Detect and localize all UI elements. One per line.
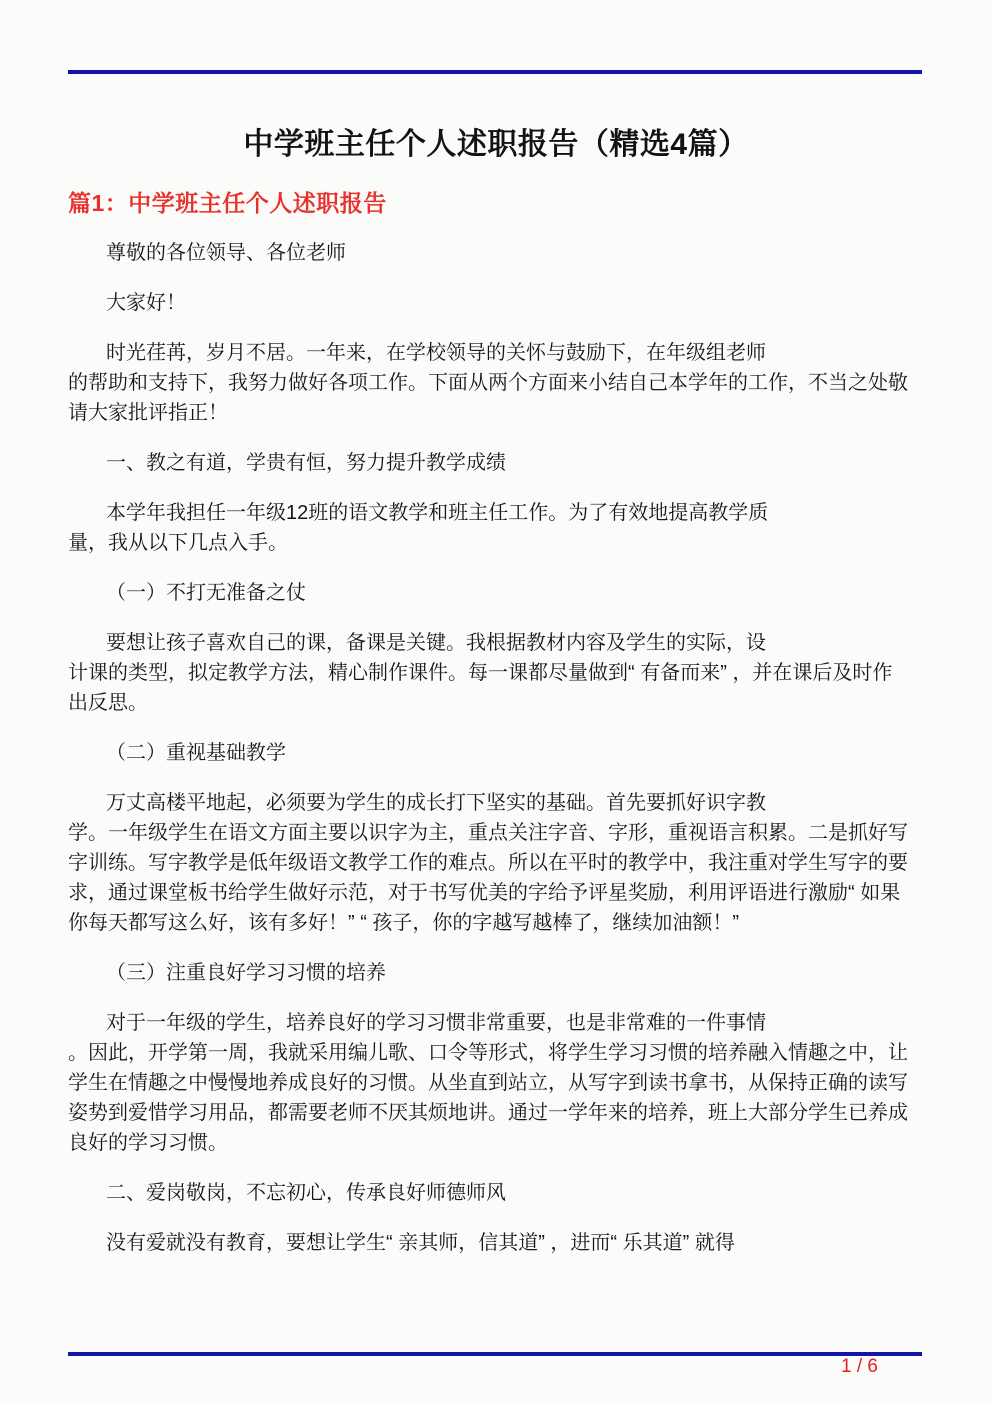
paragraph-line: 计课的类型，拟定教学方法，精心制作课件。每一课都尽量做到“ 有备而来” ，并在课后及时作	[68, 662, 893, 684]
paragraph-line: 良好的学习习惯。	[68, 1132, 228, 1154]
paragraph-line: 尊敬的各位领导、各位老师	[106, 242, 346, 264]
section-heading: 篇1：中学班主任个人述职报告	[68, 190, 387, 216]
paragraph-line: 求，通过课堂板书给学生做好示范，对于书写优美的字给予评星奖励，利用评语进行激励“ 如果	[68, 882, 901, 904]
paragraph	[68, 288, 930, 318]
paragraph	[68, 1228, 930, 1258]
paragraph-line: 对于一年级的学生，培养良好的学习习惯非常重要，也是非常难的一件事情	[106, 1012, 766, 1034]
paragraph	[68, 1008, 930, 1158]
paragraph-line: 一、教之有道，学贵有恒，努力提升教学成绩	[106, 452, 506, 474]
paragraph-line: 要想让孩子喜欢自己的课，备课是关键。我根据教材内容及学生的实际，设	[106, 632, 766, 654]
paragraph-line: 学。一年级学生在语文方面主要以识字为主，重点关注字音、字形，重视语言积累。二是抓好写	[68, 822, 908, 844]
paragraph-line: 量，我从以下几点入手。	[68, 532, 288, 554]
paragraph-line: 你每天都写这么好，该有多好！” “ 孩子，你的字越写越棒了，继续加油额！”	[68, 912, 740, 934]
paragraph	[68, 1178, 930, 1208]
paragraph	[68, 498, 930, 558]
paragraph-line: 姿势到爱惜学习用品，都需要老师不厌其烦地讲。通过一学年来的培养，班上大部分学生已养成	[68, 1102, 908, 1124]
paragraph-line: 字训练。写字教学是低年级语文教学工作的难点。所以在平时的教学中，我注重对学生写字的要	[68, 852, 908, 874]
paragraph-line: 的帮助和支持下，我努力做好各项工作。下面从两个方面来小结自己本学年的工作，不当之处敬	[68, 372, 908, 394]
paragraph	[68, 578, 930, 608]
paragraph-line: （一）不打无准备之仗	[106, 582, 306, 604]
paragraph-line: 。因此，开学第一周，我就采用编儿歌、口令等形式，将学生学习习惯的培养融入情趣之中，让	[68, 1042, 908, 1064]
paragraph	[68, 338, 930, 428]
paragraph	[68, 448, 930, 478]
paragraph-line: 二、爱岗敬岗，不忘初心，传承良好师德师风	[106, 1182, 506, 1204]
paragraph-line: 请大家批评指正！	[68, 402, 228, 424]
paragraph-line: 没有爱就没有教育，要想让学生“ 亲其师，信其道” ，进而“ 乐其道” 就得	[106, 1232, 735, 1254]
paragraph-line: 万丈高楼平地起，必须要为学生的成长打下坚实的基础。首先要抓好识字教	[106, 792, 766, 814]
document-title: 中学班主任个人述职报告（精选4篇）	[243, 128, 749, 161]
paragraph-line: 本学年我担任一年级12班的语文教学和班主任工作。为了有效地提高教学质	[106, 502, 769, 524]
paragraph	[68, 628, 930, 718]
paragraph-line: 时光荏苒，岁月不居。一年来，在学校领导的关怀与鼓励下，在年级组老师	[106, 342, 766, 364]
paragraph	[68, 238, 930, 268]
paragraph-line: 学生在情趣之中慢慢地养成良好的习惯。从坐直到站立，从写字到读书拿书，从保持正确的读写	[68, 1072, 908, 1094]
bottom-divider-rule	[68, 1352, 922, 1356]
paragraph-line: 大家好！	[106, 292, 186, 314]
paragraph	[68, 958, 930, 988]
paragraph-line: （三）注重良好学习习惯的培养	[106, 962, 386, 984]
paragraph	[68, 788, 930, 938]
top-divider-rule	[68, 70, 922, 74]
document-body	[68, 188, 930, 1278]
paragraphs-container	[68, 238, 930, 1258]
paragraph-line: 出反思。	[68, 692, 148, 714]
page-number: 1 / 6	[841, 1356, 878, 1377]
paragraph	[68, 738, 930, 768]
paragraph-line: （二）重视基础教学	[106, 742, 286, 764]
